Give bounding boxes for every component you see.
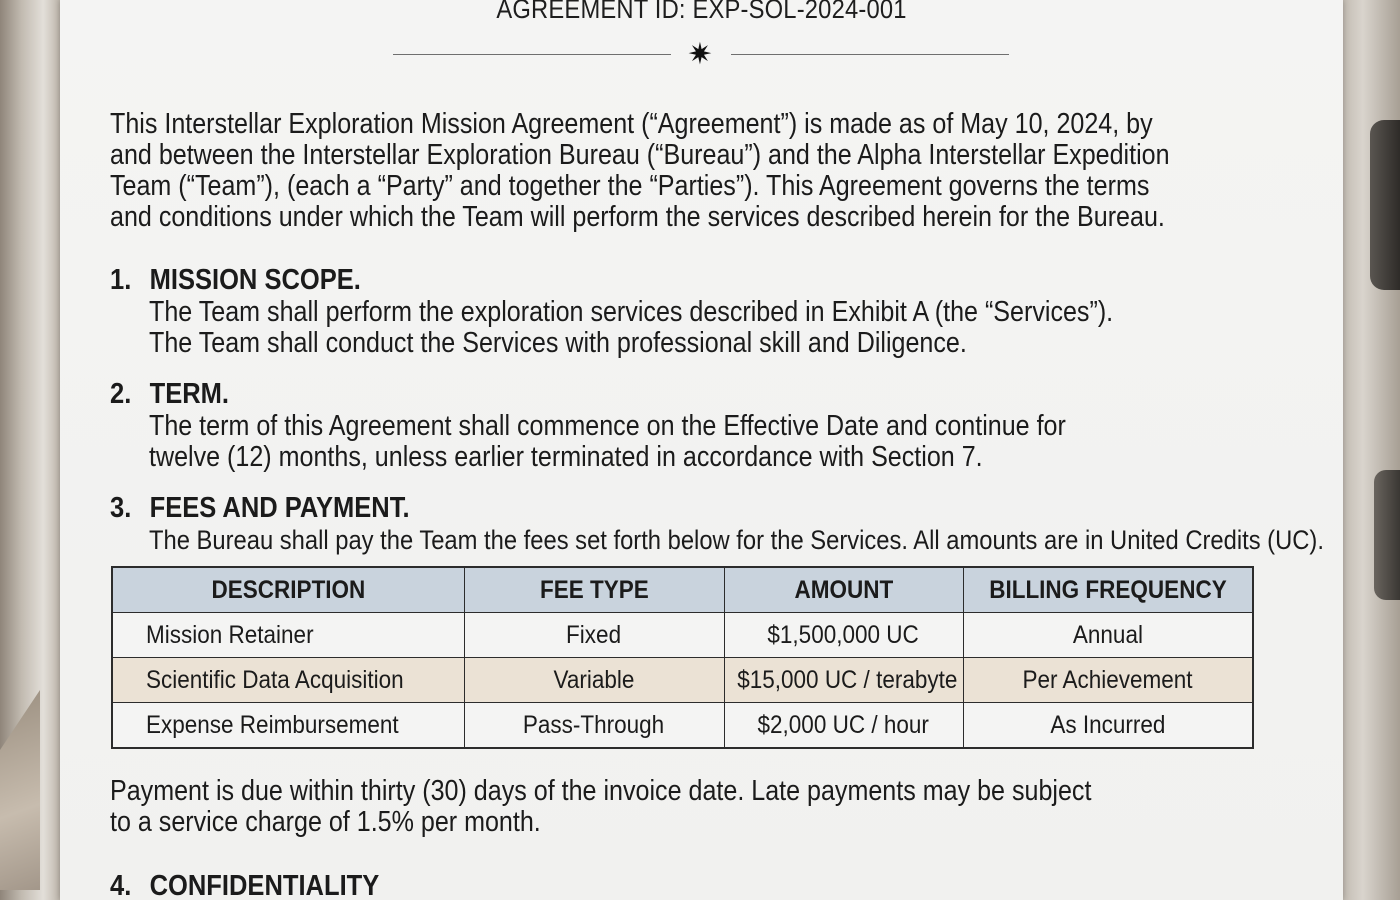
device-frame-right [1338,0,1400,900]
intro-line: This Interstellar Exploration Mission Agreement (“Agreement”) is made as of May 10, 2024, by [110,108,1153,140]
section-number: 4. [110,870,132,900]
table-row [112,658,1253,703]
section-title: CONFIDENTIALITY [149,870,380,900]
agreement-id: AGREEMENT ID: EXP-SOL-2024-001 [496,0,907,24]
cell-billing-frequency: Annual [963,613,1253,658]
section-body-term [149,411,1066,473]
cell-amount: $15,000 UC / terabyte [724,658,963,703]
fee-table [111,566,1254,749]
section-line: The term of this Agreement shall commence on the Effective Date and continue for [149,410,1066,442]
cell-fee-type: Pass-Through [464,703,724,749]
cell-fee-type: Variable [464,658,724,703]
intro-paragraph [110,109,1170,233]
cell-fee-type: Fixed [464,613,724,658]
section-heading-confidentiality [110,871,379,900]
payment-paragraph [110,776,1091,838]
cell-amount: $1,500,000 UC [724,613,963,658]
table-row [112,613,1253,658]
fee-table-header-row [112,567,1253,613]
cell-amount: $2,000 UC / hour [724,703,963,749]
device-handle-lower [1374,470,1400,600]
payment-line: to a service charge of 1.5% per month. [110,806,541,838]
device-handle-upper [1370,120,1400,290]
agreement-page [60,0,1343,900]
section-line: The Bureau shall pay the Team the fees set forth below for the Services. All amounts are in United Credits (UC). [149,525,1324,555]
cell-description: Expense Reimbursement [112,703,464,749]
column-header-fee-type: FEE TYPE [464,567,724,613]
section-heading-fees [110,493,410,524]
column-header-description: DESCRIPTION [112,567,464,613]
section-body-mission-scope [149,297,1113,359]
section-number: 2. [110,378,132,410]
section-number: 1. [110,264,132,296]
cell-description: Mission Retainer [112,613,464,658]
divider-line-left [393,54,671,55]
table-row [112,703,1253,749]
section-number: 3. [110,492,132,524]
cell-description: Scientific Data Acquisition [112,658,464,703]
cell-billing-frequency: As Incurred [963,703,1253,749]
section-line: twelve (12) months, unless earlier terminated in accordance with Section 7. [149,441,983,473]
column-header-amount: AMOUNT [724,567,963,613]
section-heading-mission-scope [110,265,361,296]
intro-line: Team (“Team”), (each a “Party” and together the “Parties”). This Agreement governs the terms [110,170,1150,202]
section-body-fees [149,525,1324,556]
payment-line: Payment is due within thirty (30) days of the invoice date. Late payments may be subject [110,775,1092,807]
section-line: The Team shall conduct the Services with professional skill and Diligence. [149,327,967,359]
section-line: The Team shall perform the exploration services described in Exhibit A (the “Services”). [149,296,1114,328]
section-heading-term [110,379,229,410]
column-header-billing-frequency: BILLING FREQUENCY [963,567,1253,613]
cell-billing-frequency: Per Achievement [963,658,1253,703]
section-title: TERM. [149,378,229,410]
section-title: FEES AND PAYMENT. [149,492,410,524]
compass-star-icon: ✷ [687,38,713,71]
divider-line-right [731,54,1009,55]
intro-line: and conditions under which the Team will perform the services described herein for the Bureau. [110,201,1165,233]
section-title: MISSION SCOPE. [149,264,361,296]
device-frame-left [0,0,62,900]
intro-line: and between the Interstellar Exploration Bureau (“Bureau”) and the Alpha Interstellar Expedition [110,139,1170,171]
